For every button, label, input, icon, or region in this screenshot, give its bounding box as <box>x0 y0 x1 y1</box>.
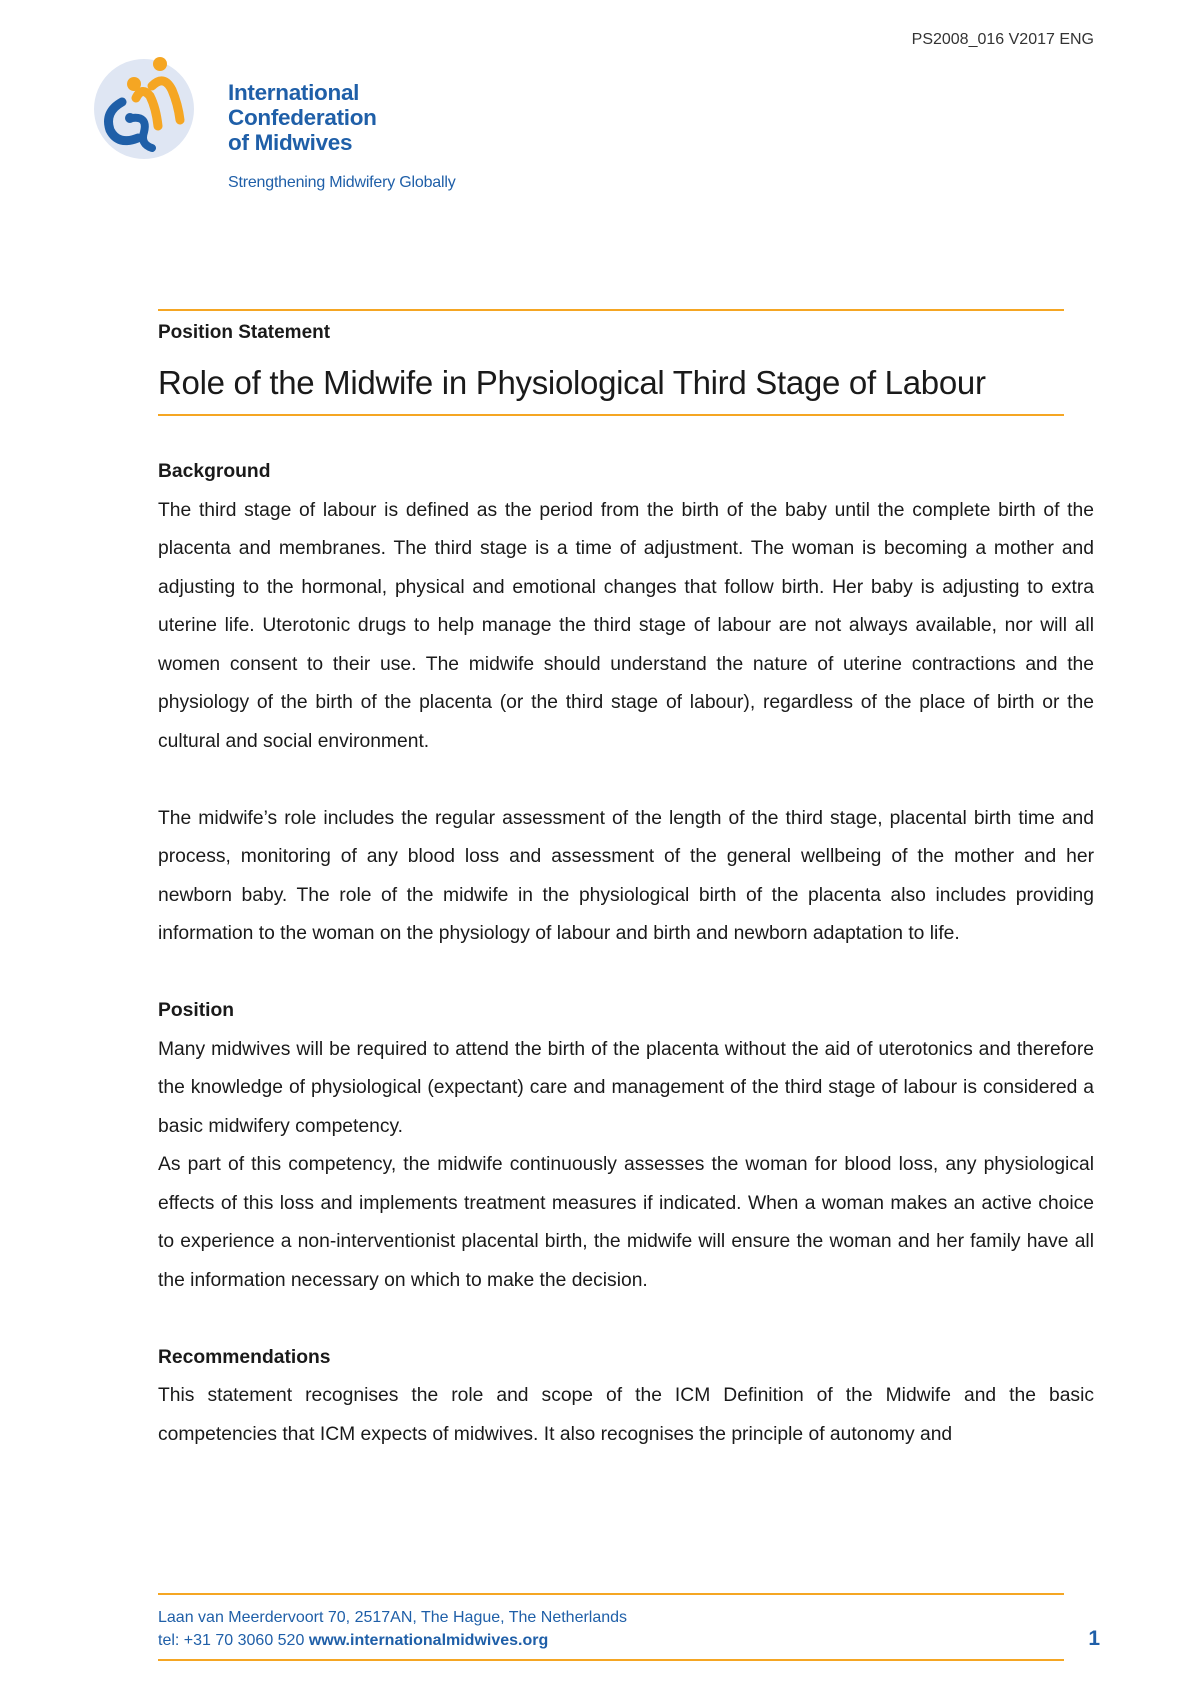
tagline: Strengthening Midwifery Globally <box>228 174 456 191</box>
footer-address: Laan van Meerdervoort 70, 2517AN, The Hague, The Netherlands <box>158 1609 628 1626</box>
page-title: Role of the Midwife in Physiological Third Stage of Labour <box>158 364 986 401</box>
footer-address-block <box>158 1606 627 1652</box>
title-divider <box>158 414 1064 416</box>
icm-emblem-icon <box>92 56 212 176</box>
org-name-line3: of Midwives <box>228 130 353 155</box>
background-paragraph-2: The midwife’s role includes the regular assessment of the length of the third stage, placental birth time and process, monitoring of any blood loss and assessment of the general wellbeing of the mother and her newborn baby. The role of the midwife in the physiological birth of the placenta also includes providing information to the woman on the physiology of labour and birth and newborn adaptation to life. <box>158 807 1094 944</box>
page-number: 1 <box>1088 1627 1100 1650</box>
position-paragraph-1: Many midwives will be required to attend the birth of the placenta without the aid of uterotonics and therefore the knowledge of physiological (expectant) care and management of the third stage of labour is considered a basic midwifery competency. <box>158 1038 1094 1137</box>
organization-name <box>228 80 377 155</box>
icm-logo <box>92 56 512 206</box>
recommendations-paragraph-1: This statement recognises the role and scope of the ICM Definition of the Midwife and the basic competencies that ICM expects of midwives. It also recognises the principle of autonomy and <box>158 1385 1094 1445</box>
org-name-line2: Confederation <box>228 105 377 130</box>
background-heading: Background <box>158 461 271 482</box>
recommendations-heading: Recommendations <box>158 1346 331 1368</box>
footer-bottom-divider <box>158 1659 1064 1661</box>
footer-website-link[interactable]: www.internationalmidwives.org <box>308 1632 549 1649</box>
background-paragraph-1: The third stage of labour is defined as the period from the birth of the baby until the complete birth of the placenta and membranes. The third stage is a time of adjustment. The woman is becoming a mother and adjusting to the hormonal, physical and emotional changes that follow birth. Her baby is adjusting to extra uterine life. Uterotonic drugs to help manage the third stage of labour are not always available, nor will all women consent to their use. The midwife should understand the nature of uterine contractions and the physiology of the birth of the placenta (or the third stage of labour), regardless of the place of birth or the cultural and social environment. <box>158 499 1094 752</box>
document-body <box>158 453 1094 1454</box>
document-type: Position Statement <box>158 322 331 343</box>
top-divider <box>158 309 1064 311</box>
position-paragraph-2: As part of this competency, the midwife continuously assesses the woman for blood loss, any physiological effects of this loss and implements treatment measures if indicated. When a woman makes an active choice to experience a non-interventionist placental birth, the midwife will ensure the woman and her family have all the information necessary on which to make the decision. <box>158 1154 1094 1291</box>
footer-top-divider <box>158 1593 1064 1595</box>
footer-tel: tel: +31 70 3060 520 <box>158 1632 305 1649</box>
document-id: PS2008_016 V2017 ENG <box>911 31 1094 48</box>
footer-contact <box>158 1629 627 1652</box>
position-heading: Position <box>158 1000 235 1021</box>
org-name-line1: International <box>228 80 360 105</box>
